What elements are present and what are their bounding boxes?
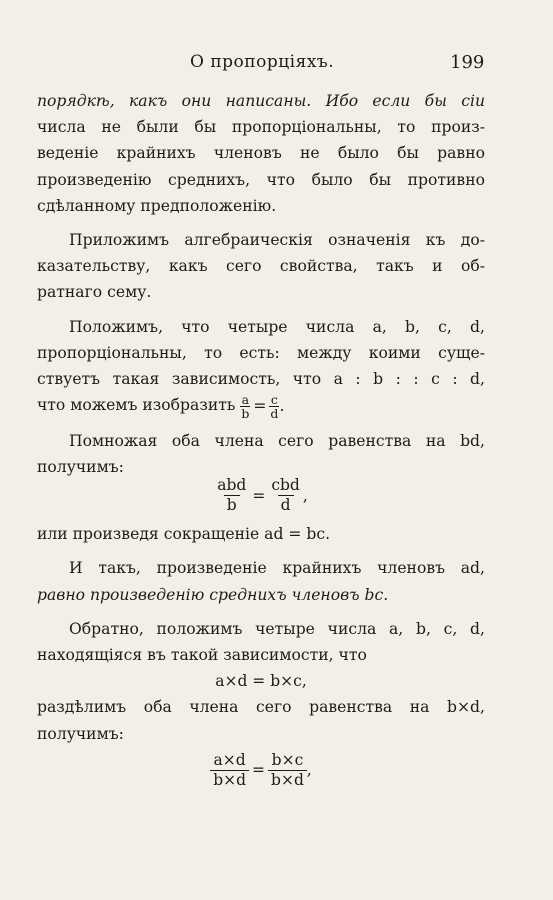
page-number: 199 [450,52,485,73]
denominator: b [241,405,250,421]
denominator: b [224,495,240,515]
text-line: казательству, какъ сего свойства, такъ и об- [37,257,485,276]
page-header [0,52,553,80]
equation-text: a×d = b×c, [215,672,307,691]
numerator: a×d [213,750,246,769]
text-line: раздѣлимъ оба члена сего равенства на b×d, [37,698,485,717]
text-fragment: что можемъ изобразить [37,396,236,415]
equation-4 [37,751,485,790]
numerator: a [241,391,250,407]
text-line: Положимъ, что четыре числа a, b, c, d, [69,317,485,336]
text-line [37,392,485,420]
text-line: или произведя сокращеніе ad = bc. [37,525,331,544]
denominator: d [278,495,294,515]
paragraph-7 [37,616,485,668]
fraction [269,393,279,420]
text-line: порядкѣ, какъ они написаны. Ибо если бы сіи [37,92,485,110]
paragraph-3 [37,314,485,420]
numerator: b×c [271,750,304,769]
equation-2 [37,476,485,515]
text-line: веденіе крайнихъ членовъ не было бы равно [37,144,485,163]
equation-3 [37,668,485,694]
text-line: Помножая оба члена сего равенства на bd, [69,431,485,450]
fraction [240,393,250,420]
denominator: b×d [210,770,249,790]
denominator: d [270,405,279,421]
text-line: ствуетъ такая зависимость, что a : b : : c : d, [37,370,485,389]
paragraph-6 [37,555,485,607]
running-head: О пропорціяхъ. [190,52,335,72]
text-line: Приложимъ алгебраическія означенія къ до- [69,231,485,250]
text-line: сдѣланному предположенію. [37,196,277,215]
text-line: находящіяся въ такой зависимости, что [37,645,367,664]
denominator: b×d [268,770,307,790]
paragraph-5 [37,521,485,547]
equals-sign: = [253,397,267,416]
numerator: abd [217,476,247,495]
paragraph-4 [37,428,485,480]
numerator: c [270,391,278,407]
text-line: И такъ, произведеніе крайнихъ членовъ ad, [69,559,485,578]
text-line: Обратно, положимъ четыре числа a, b, c, d, [69,619,485,638]
paragraph-1 [37,88,485,219]
fraction [214,476,249,515]
paragraph-8 [37,694,485,746]
text-line: пропорціональны, то есть: между коими суще- [37,343,485,362]
text-line: числа не были бы пропорціональны, то произ- [37,118,485,137]
text-line: равно произведенію среднихъ членовъ bc. [37,585,389,604]
fraction [268,751,307,790]
equals-sign: = [252,486,266,505]
text-line: получимъ: [37,724,124,743]
equation-tail: , [306,761,312,780]
page-body [37,88,485,796]
equation-1 [240,393,284,420]
fraction [210,751,249,790]
numerator: cbd [271,476,300,495]
text-line: произведенію среднихъ, что было бы противно [37,170,485,189]
fraction [268,476,303,515]
text-line: ратнаго сему. [37,283,152,302]
text-line: получимъ: [37,457,124,476]
equation-tail: . [279,397,285,416]
equation-tail: , [302,486,308,505]
paragraph-2 [37,227,485,306]
equals-sign: = [252,761,266,780]
